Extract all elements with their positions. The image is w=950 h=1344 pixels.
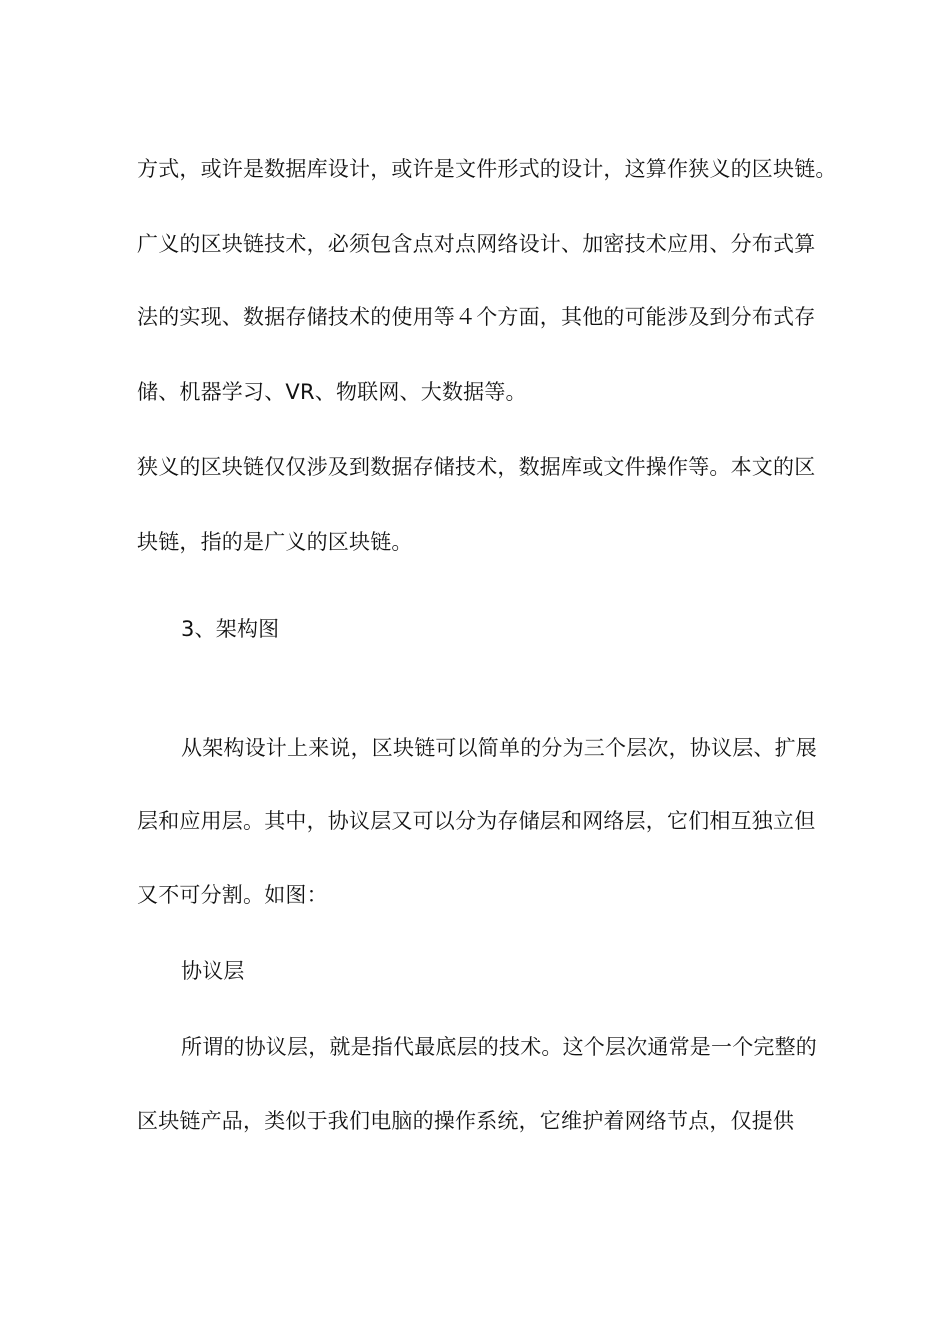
subsection-heading: 协议层 [181,959,245,983]
paragraph-line: 储、机器学习、VR、物联网、大数据等。 [137,380,527,404]
paragraph-line: 层和应用层。其中，协议层又可以分为存储层和网络层，它们相互独立但 [137,809,816,833]
paragraph-line: 从架构设计上来说，区块链可以简单的分为三个层次，协议层、扩展 [181,736,817,760]
paragraph-line: 所谓的协议层，就是指代最底层的技术。这个层次通常是一个完整的 [181,1035,817,1059]
paragraph-line: 区块链产品，类似于我们电脑的操作系统，它维护着网络节点，仅提供 [137,1109,795,1133]
paragraph-line: 方式，或许是数据库设计，或许是文件形式的设计，这算作狭义的区块链。 [137,157,837,181]
paragraph-line: 块链，指的是广义的区块链。 [137,530,413,554]
paragraph-line: 法的实现、数据存储技术的使用等４个方面，其他的可能涉及到分布式存 [137,305,816,329]
paragraph-line: 狭义的区块链仅仅涉及到数据存储技术，数据库或文件操作等。本文的区 [137,455,816,479]
paragraph-line: 又不可分割。如图： [137,883,328,907]
paragraph-line: 广义的区块链技术，必须包含点对点网络设计、加密技术应用、分布式算 [137,232,816,256]
section-heading: 3、架构图 [181,617,280,641]
